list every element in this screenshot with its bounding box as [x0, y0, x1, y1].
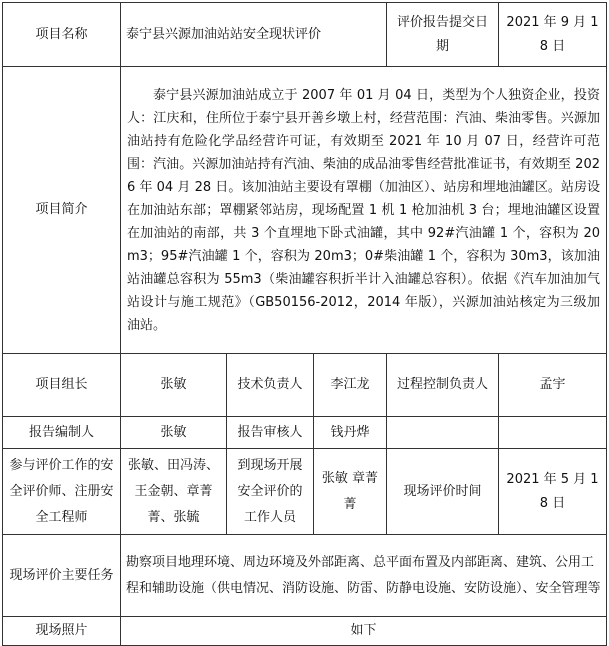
tech-lead-label: 技术负责人: [227, 354, 314, 417]
report-author-value: 张敏: [121, 417, 227, 449]
tasks-value: 勘察项目地理环境、周边环境及外部距离、总平面布置及内部距离、建筑、公用工程和辅助设施（供电情况、消防设施、防雷、防静电设施、安防设施）、安全管理等: [121, 535, 607, 617]
report-reviewer-label: 报告审核人: [227, 417, 314, 449]
report-date-value: 2021 年 9 月 18 日: [499, 3, 607, 67]
photos-value: 如下: [121, 617, 607, 646]
intro-label: 项目简介: [3, 67, 121, 354]
report-author-label: 报告编制人: [3, 417, 121, 449]
row-intro: [3, 67, 607, 354]
row-participants: [3, 449, 607, 535]
process-lead-label: 过程控制负责人: [387, 354, 499, 417]
project-name-label: 项目名称: [3, 3, 121, 67]
row-tasks: [3, 535, 607, 617]
participants-value: 张敏、田冯涛、王金朝、章菁菁、张毓: [121, 449, 227, 535]
tasks-label: 现场评价主要任务: [3, 535, 121, 617]
tech-lead-value: 李江龙: [314, 354, 387, 417]
report-empty-cell: [387, 417, 499, 449]
onsite-staff-value: 张敏 章菁菁: [314, 449, 387, 535]
photos-label: 现场照片: [3, 617, 121, 646]
intro-text: 泰宁县兴源加油站成立于 2007 年 01 月 04 日，类型为个人独资企业，投资人：江庆和，住所位于泰宁县开善乡墩上村，经营范围：汽油、柴油零售。兴源加油站持有危险化学品经营许可证，有效期至 2021 年 10 月 07 日，经营许可范围：汽油。兴源加油站持有汽油、柴油的成品油零售经营批准证书，有效期至 2026 年 04 月 28 日。该加油站主要设有罩棚（加油区）、站房和埋地油罐区。站房设在加油站东部；罩棚紧邻站房，现场配置 1 机 1 枪加油机 3 台；埋地油罐区设置在加油站的南部，共 3 个直埋地下卧式油罐，其中 92#汽油罐 1 个，容积为 20m3；95#汽油罐 1 个，容积为 20m3；0#柴油罐 1 个，容积为 30m3，该加油站油罐总容积为 55m3（柴油罐容积折半计入油罐总容积）。依据《汽车加油加气站设计与施工规范》（GB50156-2012，2014 年版），兴源加油站核定为三级加油站。: [121, 67, 607, 354]
report-reviewer-value: 钱丹烨: [314, 417, 387, 449]
report-date-label: 评价报告提交日期: [387, 3, 499, 67]
report-empty-cell: [499, 417, 607, 449]
evaluation-info-table: [2, 2, 607, 646]
team-leader-value: 张敏: [121, 354, 227, 417]
row-project-name: [3, 3, 607, 67]
onsite-time-label: 现场评价时间: [387, 449, 499, 535]
team-leader-label: 项目组长: [3, 354, 121, 417]
process-lead-value: 孟宇: [499, 354, 607, 417]
row-report: [3, 417, 607, 449]
project-name-value: 泰宁县兴源加油站站安全现状评价: [121, 3, 387, 67]
onsite-time-value: 2021 年 5 月 18 日: [499, 449, 607, 535]
row-team: [3, 354, 607, 417]
onsite-staff-label: 到现场开展安全评价的工作人员: [227, 449, 314, 535]
row-photos: [3, 617, 607, 646]
participants-label: 参与评价工作的安全评价师、注册安全工程师: [3, 449, 121, 535]
